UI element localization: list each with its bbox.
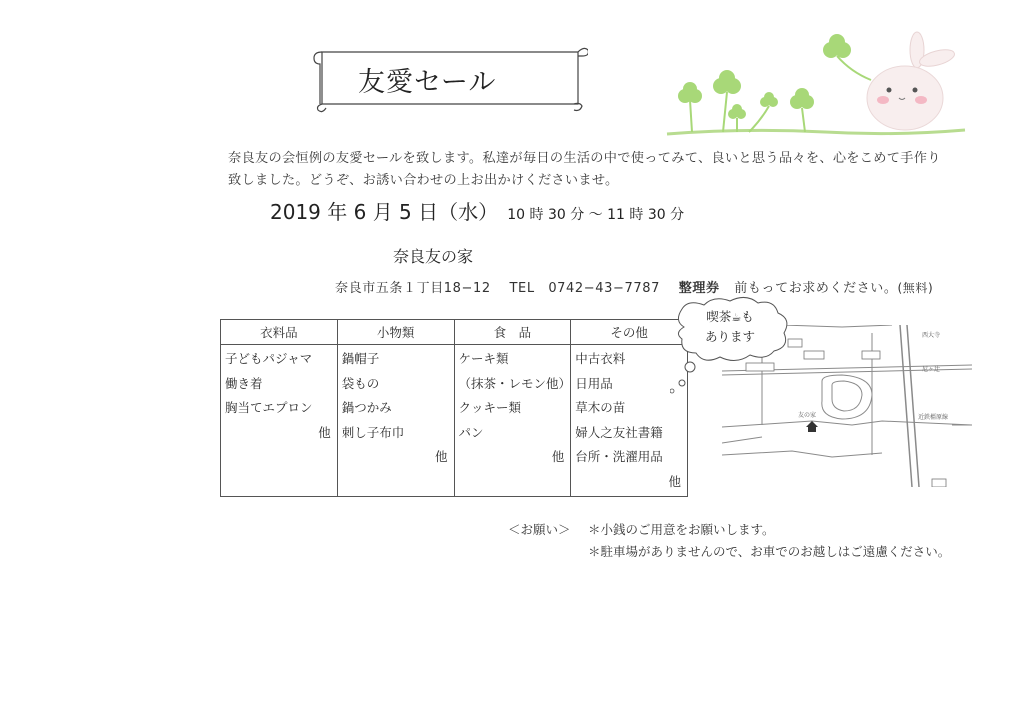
- cafe-note-line-1: 喫茶☕も: [706, 309, 754, 324]
- note-item: ＊小銭のご用意をお願いします。: [588, 522, 775, 537]
- list-item: パン: [458, 424, 484, 440]
- note-item: ＊駐車場がありませんので、お車でのお越しはご遠慮ください。: [588, 544, 951, 559]
- items-table: [220, 319, 688, 497]
- notes-heading: ＜お願い＞: [508, 522, 571, 537]
- clover-bunny-illustration: [665, 28, 975, 140]
- map-label-temple: 西大寺: [922, 332, 941, 339]
- etc-label: 他: [551, 449, 565, 464]
- table-header-food: 食 品: [454, 320, 571, 345]
- table-cell-accessories: [337, 345, 454, 497]
- list-item: 鍋帽子: [341, 351, 380, 366]
- ticket-label: 整理券: [678, 281, 720, 296]
- event-date: [270, 196, 684, 225]
- intro-line-2: 致しました。どうぞ、お誘い合わせの上お出かけくださいませ。: [228, 173, 619, 188]
- map-label-stop: 尼ヶ辻: [922, 366, 941, 373]
- list-item: クッキー類: [458, 400, 522, 415]
- table-header-accessories: 小物類: [337, 320, 454, 345]
- cafe-note-line-2: あります: [704, 329, 755, 344]
- bunny-icon: [867, 32, 956, 130]
- venue-address: 奈良市五条１丁目18−12: [335, 281, 491, 296]
- intro-line-1: 奈良友の会恒例の友愛セールを致します。私達が毎日の生活の中で使ってみて、良いと思う品々を、心をこめて手作り: [228, 151, 941, 166]
- table-cell-clothing: [221, 345, 338, 497]
- ticket-note: 前もってお求めください。: [734, 281, 898, 296]
- cafe-icon: ☕: [731, 311, 742, 324]
- list-item: ケーキ類: [458, 351, 509, 366]
- list-item: 子どもパジャマ: [225, 351, 313, 366]
- map-label-venue: 友の家: [798, 412, 817, 419]
- list-item: 袋もの: [341, 375, 380, 391]
- list-item: 草木の苗: [575, 400, 626, 415]
- list-item: 婦人之友社書籍: [575, 424, 663, 440]
- list-item: 働き着: [225, 375, 263, 391]
- map-label-station: 近鉄橿原線: [918, 414, 949, 421]
- venue-tel: TEL 0742−43−7787: [509, 281, 661, 296]
- table-header-clothing: 衣料品: [221, 320, 338, 345]
- event-date-text: 2019 年 6 月 5 日（水）: [270, 200, 499, 224]
- etc-label: 他: [668, 473, 681, 489]
- list-item: （抹茶・レモン他）: [458, 375, 572, 391]
- etc-label: 他: [318, 424, 331, 440]
- notes-section: [508, 519, 950, 563]
- table-header-other: その他: [571, 320, 688, 345]
- event-time-text: 10 時 30 分 〜 11 時 30 分: [507, 207, 685, 223]
- list-item: 鍋つかみ: [341, 400, 392, 415]
- table-header-row: [221, 320, 688, 345]
- etc-label: 他: [434, 449, 448, 464]
- list-item: 刺し子布巾: [341, 424, 405, 440]
- ticket-fee: (無料): [897, 281, 934, 295]
- table-cell-food: [454, 345, 571, 497]
- grass-strip: [667, 130, 965, 134]
- list-item: 日用品: [575, 375, 613, 391]
- page-title: 友愛セール: [358, 67, 497, 98]
- note-row: [508, 541, 950, 563]
- list-item: 台所・洗濯用品: [575, 449, 663, 464]
- list-item: 胸当てエプロン: [225, 400, 313, 415]
- list-item: 中古衣料: [575, 351, 626, 366]
- cafe-note: [700, 307, 760, 346]
- table-row: [221, 345, 688, 497]
- note-row: [508, 519, 950, 541]
- clover-icon: [678, 34, 851, 119]
- venue-address-row: [335, 277, 933, 296]
- venue-name: 奈良友の家: [393, 247, 474, 266]
